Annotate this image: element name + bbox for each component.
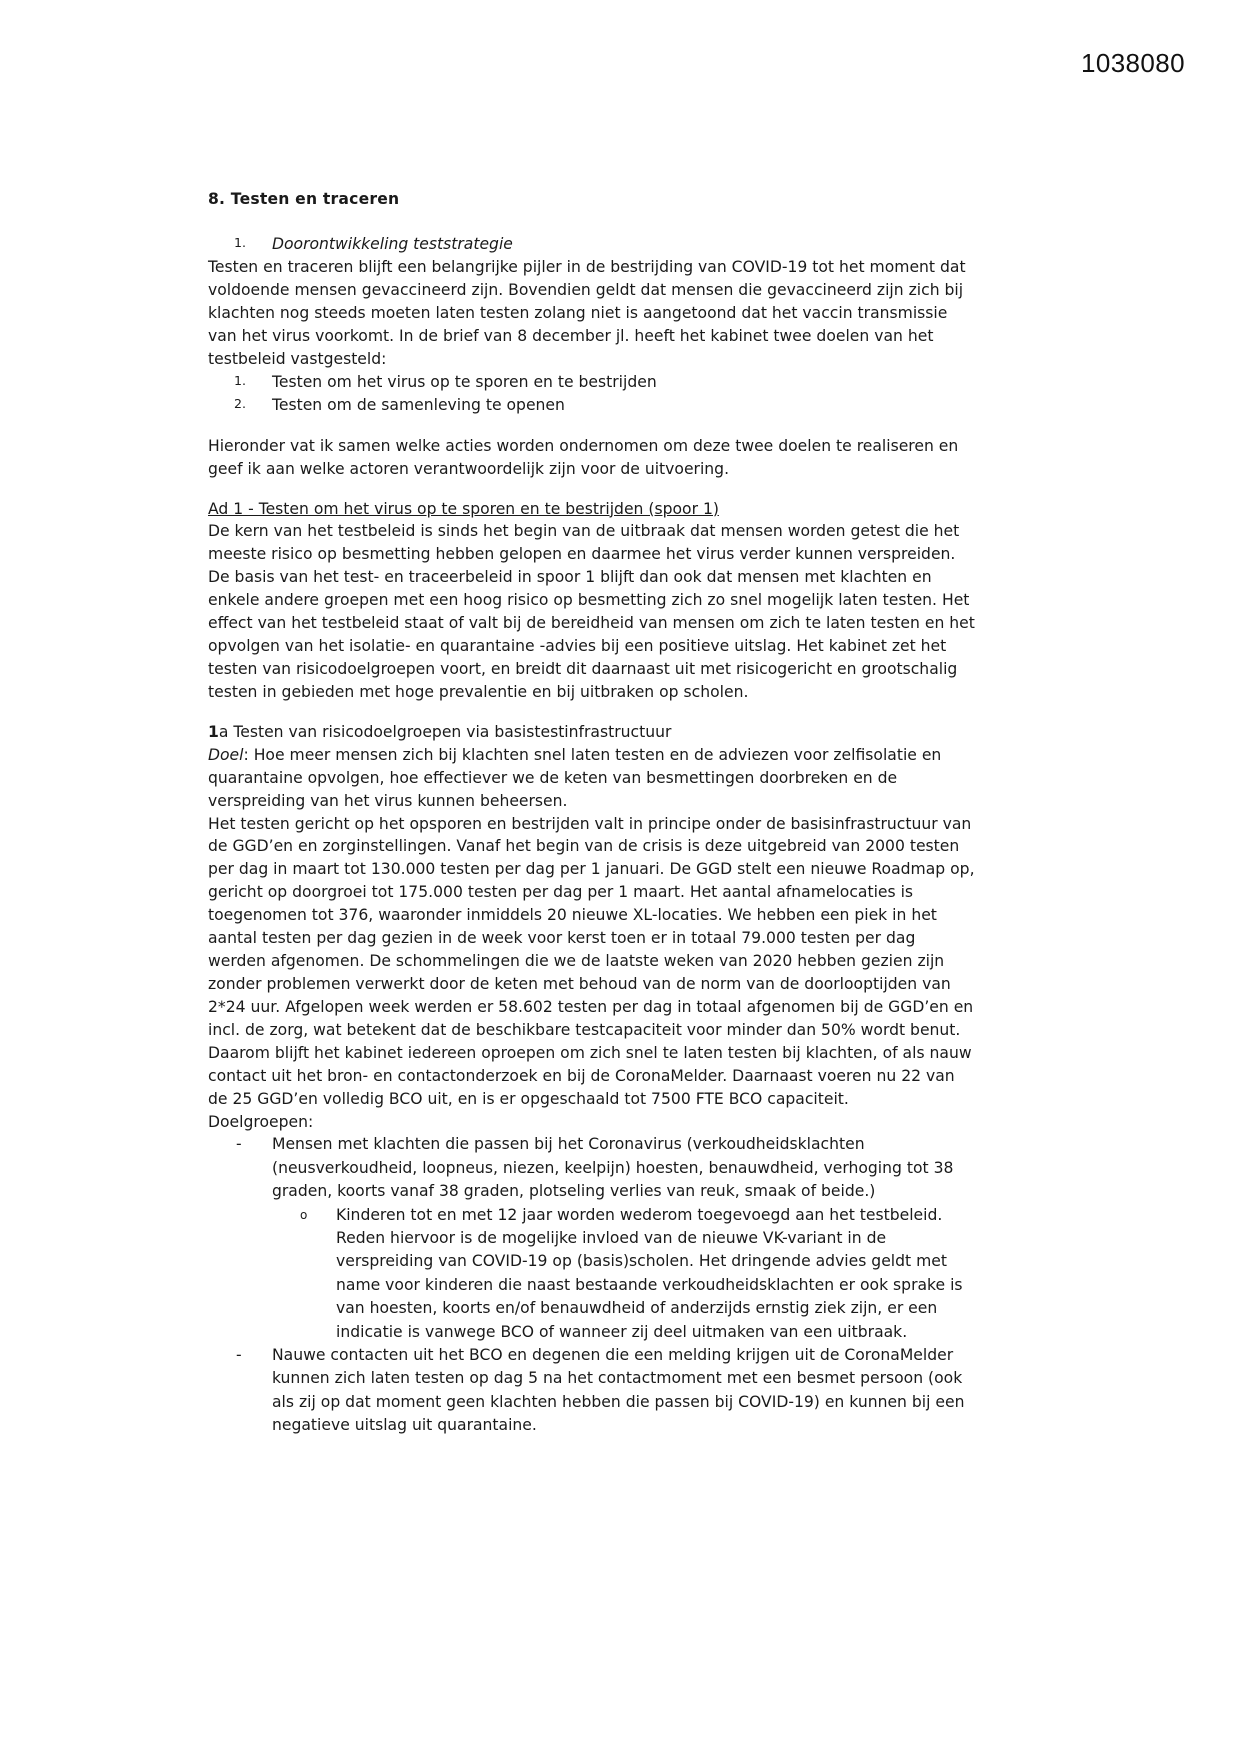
goals-list-item	[208, 394, 978, 417]
doelgroep-text: Nauwe contacten uit het BCO en degenen die een melding krijgen uit de CoronaMelder kunnen zich laten testen op dag 5 na het contactmoment met een besmet persoon (ook als zij op dat moment geen klachten hebben die passen bij COVID-19) en kunnen bij een negatieve uitslag uit quarantaine.	[272, 1345, 965, 1435]
doelgroep-text: Mensen met klachten die passen bij het Coronavirus (verkoudheidsklachten (neusverkoudheid, loopneus, niezen, keelpijn) hoesten, benauwdheid, verhoging tot 38 graden, koorts vanaf 38 graden, plotseling verlies van reuk, smaak of beide.)	[272, 1135, 954, 1201]
doelgroepen-label: Doelgroepen:	[208, 1112, 314, 1131]
section-1a-doel-paragraph	[208, 744, 978, 813]
doelgroep-item	[208, 1344, 978, 1438]
capacity-paragraph: Het testen gericht op het opsporen en bestrijden valt in principe onder de basisinfrastructuur van de GGD’en en zorginstellingen. Vanaf het begin van de crisis is deze uitgebreid van 2000 testen per dag in maart tot 130.000 testen per dag per 1 januari. De GGD stelt een nieuwe Roadmap op, gericht op doorgroei tot 175.000 testen per dag per 1 maart. Het aantal afnamelocaties is toegenomen tot 376, waaronder inmiddels 20 nieuwe XL-locaties. We hebben een piek in het aantal testen per dag gezien in de week voor kerst toen er in totaal 79.000 testen per dag werden afgenomen. De schommelingen die we de laatste weken van 2020 hebben gezien zijn zonder problemen verwerkt door de keten met behoud van de norm van de doorlooptijden van 2*24 uur. Afgelopen week werden er 58.602 testen per dag in totaal afgenomen bij de GGD’en en incl. de zorg, wat betekent dat de beschikbare testcapaciteit voor minder dan 50% wordt benut. Daarom blijft het kabinet iedereen oproepen om zich snel te laten testen bij klachten, of als nauw contact uit het bron- en contactonderzoek en bij de CoronaMelder. Daarnaast voeren nu 22 van de 25 GGD’en volledig BCO uit, en is er opgeschaald tot 7500 FTE BCO capaciteit.	[208, 814, 975, 1108]
subsection-marker: 1.	[234, 234, 247, 250]
section-1a-heading	[208, 721, 978, 744]
dash-marker: -	[236, 1345, 242, 1364]
doelgroep-sublist	[272, 1204, 978, 1344]
doelgroepen-list	[208, 1133, 978, 1437]
ad1-paragraph: De kern van het testbeleid is sinds het begin van de uitbraak dat mensen worden getest die het meeste risico op besmetting hebben gelopen en daarmee het virus verder kunnen verspreiden. De basis van het test- en traceerbeleid in spoor 1 blijft dan ook dat mensen met klachten en enkele andere groepen met een hoog risico op besmetting zich zo snel mogelijk laten testen. Het effect van het testbeleid staat of valt bij de bereidheid van mensen om zich te laten testen en het opvolgen van het isolatie- en quarantaine -advies bij een positieve uitslag. Het kabinet zet het testen van risicodoelgroepen voort, en breidt dit daarnaast uit met risicogericht en grootschalig testen in gebieden met hoge prevalentie en bij uitbraken op scholen.	[208, 522, 975, 701]
doelgroep-subtext: Kinderen tot en met 12 jaar worden wederom toegevoegd aan het testbeleid. Reden hiervoor is de mogelijke invloed van de nieuwe VK-variant in de verspreiding van COVID-19 op (basis)scholen. Het dringende advies geldt met name voor kinderen die naast bestaande verkoudheidsklachten er ook sprake is van hoesten, koorts en/of benauwdheid of anderzijds ernstig ziek zijn, er een indicatie is vanwege BCO of wanneer zij deel uitmaken van een uitbraak.	[336, 1205, 963, 1341]
dash-marker: -	[236, 1135, 242, 1154]
section-1a-heading-rest: a Testen van risicodoelgroepen via basistestinfrastructuur	[218, 722, 672, 741]
goal-text-2: Testen om de samenleving te openen	[272, 396, 565, 415]
doel-label: Doel	[208, 745, 244, 764]
page-header-number: 1038080	[1080, 48, 1185, 78]
doelgroep-item	[208, 1133, 978, 1344]
section-title: 8. Testen en traceren	[208, 190, 400, 208]
circle-marker: o	[300, 1207, 308, 1222]
doelgroep-subitem	[272, 1204, 978, 1344]
subsection-title: Doorontwikkeling teststrategie	[272, 234, 513, 253]
summary-paragraph: Hieronder vat ik samen welke acties worden ondernomen om deze twee doelen te realiseren en geef ik aan welke actoren verantwoordelijk zijn voor de uitvoering.	[208, 436, 959, 478]
doel-text: : Hoe meer mensen zich bij klachten snel laten testen en de adviezen voor zelfisolatie en quarantaine opvolgen, hoe effectiever we de keten van besmettingen doorbreken en de verspreiding van het virus kunnen beheersen.	[208, 745, 942, 810]
goals-list-item	[208, 371, 978, 394]
subsection-heading-list	[208, 233, 978, 256]
goal-marker-1: 1.	[234, 372, 247, 388]
subsection-heading-item	[208, 233, 978, 256]
goal-marker-2: 2.	[234, 396, 247, 412]
document-content	[208, 188, 978, 1438]
ad1-heading: Ad 1 - Testen om het virus op te sporen en te bestrijden (spoor 1)	[208, 499, 719, 518]
goal-text-1: Testen om het virus op te sporen en te bestrijden	[272, 372, 657, 391]
intro-paragraph: Testen en traceren blijft een belangrijke pijler in de bestrijding van COVID-19 tot het moment dat voldoende mensen gevaccineerd zijn. Bovendien geldt dat mensen die gevaccineerd zijn zich bij klachten nog steeds moeten laten testen zolang niet is aangetoond dat het vaccin transmissie van het virus voorkomt. In de brief van 8 december jl. heeft het kabinet twee doelen van het testbeleid vastgesteld:	[208, 258, 966, 368]
section-1a-lead-number: 1	[208, 722, 219, 741]
goals-list	[208, 371, 978, 418]
